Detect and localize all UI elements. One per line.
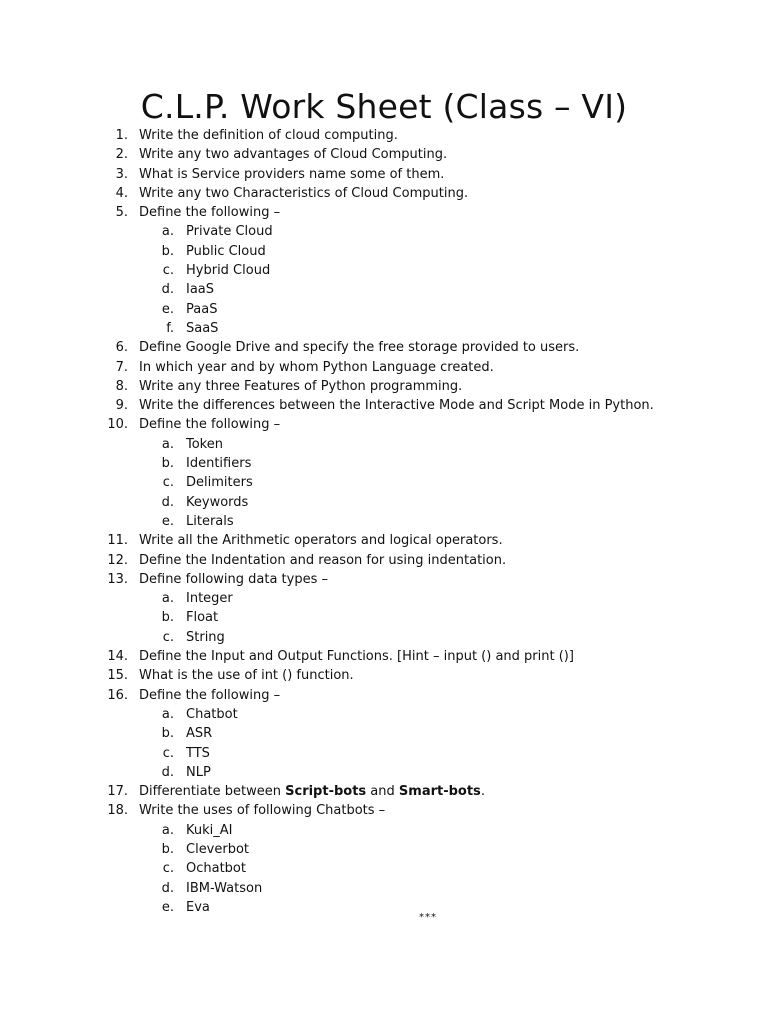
question-1 <box>0 126 768 145</box>
sub-item <box>0 473 768 492</box>
question-number: 6. <box>115 340 128 356</box>
question-13 <box>0 570 768 589</box>
question-number: 4. <box>115 185 128 201</box>
question-number: 5. <box>115 205 128 221</box>
sub-item <box>0 589 768 608</box>
sub-item <box>0 493 768 512</box>
sub-item <box>0 300 768 319</box>
sub-item-letter: c. <box>162 263 174 279</box>
sub-item <box>0 744 768 763</box>
sub-item <box>0 821 768 840</box>
question-number: 7. <box>115 359 128 375</box>
question-5 <box>0 203 768 222</box>
sub-item-letter: c. <box>162 861 174 877</box>
end-mark: *** <box>419 912 437 923</box>
question-10 <box>0 415 768 434</box>
question-number: 14. <box>107 649 128 665</box>
question-number: 11. <box>107 533 128 549</box>
question-text: Define the following – <box>139 687 281 703</box>
question-text: Define the Input and Output Functions. [Hint – input () and print ()] <box>139 649 574 665</box>
sub-item-text: Eva <box>186 899 210 915</box>
sub-item <box>0 859 768 878</box>
question-8 <box>0 377 768 396</box>
sub-item-text: Literals <box>186 513 234 529</box>
question-text: Define the following – <box>139 417 281 433</box>
script-bots-term: Script-bots <box>285 784 367 800</box>
sub-item-letter: d. <box>161 494 174 510</box>
question-text <box>139 782 485 801</box>
question-text: Write all the Arithmetic operators and logical operators. <box>139 533 503 549</box>
question-number: 13. <box>107 571 128 587</box>
question-number: 15. <box>107 668 128 684</box>
question-number: 2. <box>115 147 128 163</box>
question-number: 8. <box>115 378 128 394</box>
sub-item-letter: a. <box>161 436 174 452</box>
question-number: 10. <box>107 417 128 433</box>
question-number: 3. <box>115 166 128 182</box>
sub-item-letter: b. <box>161 243 174 259</box>
sub-item-text: Delimiters <box>186 475 253 491</box>
sub-item-text: SaaS <box>186 320 219 336</box>
question-text: Write the definition of cloud computing. <box>139 128 398 143</box>
question-text: Write any two advantages of Cloud Computing. <box>139 147 448 163</box>
sub-item <box>0 628 768 647</box>
question-12 <box>0 551 768 570</box>
question-15 <box>0 666 768 685</box>
sub-item-letter: d. <box>161 880 174 896</box>
question-text: What is Service providers name some of them. <box>139 166 445 182</box>
sub-item-text: TTS <box>186 745 210 761</box>
question-list <box>0 126 768 917</box>
sub-item-letter: a. <box>161 706 174 722</box>
sub-item-letter: e. <box>161 513 174 529</box>
sub-item-text: String <box>186 629 225 645</box>
question-6 <box>0 338 768 357</box>
sub-item-text: Identifiers <box>186 456 252 472</box>
question-17 <box>0 782 768 801</box>
question-9 <box>0 396 768 415</box>
sub-item-letter: a. <box>161 224 174 240</box>
sub-item-text: Private Cloud <box>186 224 273 240</box>
sub-item-letter: f. <box>166 320 174 336</box>
question-number: 1. <box>115 128 128 143</box>
sub-item <box>0 512 768 531</box>
question-text: In which year and by whom Python Language created. <box>139 359 494 375</box>
sub-item <box>0 280 768 299</box>
sub-item-letter: b. <box>161 610 174 626</box>
sub-item-text: Kuki_AI <box>186 822 233 838</box>
question-2 <box>0 145 768 164</box>
question-number: 18. <box>107 803 128 819</box>
page-title: C.L.P. Work Sheet (Class – VI) <box>140 87 628 126</box>
sub-item <box>0 705 768 724</box>
question-18 <box>0 801 768 820</box>
sub-item-letter: a. <box>161 591 174 607</box>
sub-item-text: Float <box>186 610 219 626</box>
question-text: What is the use of int () function. <box>139 668 354 684</box>
sub-item <box>0 261 768 280</box>
sub-item <box>0 879 768 898</box>
question-text-prefix: Differentiate between <box>139 784 286 800</box>
question-text: Write any three Features of Python programming. <box>139 378 463 394</box>
sub-item-text: ASR <box>186 726 213 742</box>
sub-item <box>0 608 768 627</box>
sub-item-text: Integer <box>186 591 233 607</box>
sub-item-text: Keywords <box>186 494 249 510</box>
sub-item-letter: d. <box>161 282 174 298</box>
sub-item-text: Cleverbot <box>186 841 250 857</box>
question-11 <box>0 531 768 550</box>
smart-bots-term: Smart-bots <box>398 784 481 800</box>
question-text: Define Google Drive and specify the free storage provided to users. <box>139 340 580 356</box>
sub-item <box>0 435 768 454</box>
sub-item-letter: e. <box>161 899 174 915</box>
sub-item-letter: b. <box>161 841 174 857</box>
sub-item-text: Public Cloud <box>186 243 266 259</box>
sub-item-text: Hybrid Cloud <box>186 263 271 279</box>
sub-item-text: PaaS <box>186 301 218 317</box>
sub-item <box>0 222 768 241</box>
question-text: Define the Indentation and reason for using indentation. <box>139 552 507 568</box>
sub-item-letter: a. <box>161 822 174 838</box>
sub-item <box>0 763 768 782</box>
question-16 <box>0 686 768 705</box>
sub-item <box>0 319 768 338</box>
question-14 <box>0 647 768 666</box>
sub-item-letter: b. <box>161 726 174 742</box>
sub-item-letter: e. <box>161 301 174 317</box>
question-text-middle: and <box>366 784 399 800</box>
sub-item-text: Ochatbot <box>186 861 246 877</box>
question-4 <box>0 184 768 203</box>
question-number: 9. <box>115 398 128 414</box>
sub-item-letter: d. <box>161 764 174 780</box>
sub-item <box>0 724 768 743</box>
sub-item-letter: c. <box>162 475 174 491</box>
sub-item-text: IBM-Watson <box>186 880 263 896</box>
question-text: Define the following – <box>139 205 281 221</box>
sub-item-text: NLP <box>186 764 211 780</box>
question-text: Write the uses of following Chatbots – <box>139 803 386 819</box>
question-number: 17. <box>107 784 128 800</box>
sub-item <box>0 840 768 859</box>
sub-item <box>0 454 768 473</box>
sub-item-text: IaaS <box>186 282 215 298</box>
sub-item-text: Chatbot <box>186 706 238 722</box>
question-number: 12. <box>107 552 128 568</box>
sub-item-letter: b. <box>161 456 174 472</box>
sub-item-letter: c. <box>162 629 174 645</box>
sub-item <box>0 242 768 261</box>
question-text-suffix: . <box>480 784 485 800</box>
sub-item-letter: c. <box>162 745 174 761</box>
question-text: Define following data types – <box>139 571 329 587</box>
question-text: Write any two Characteristics of Cloud Computing. <box>139 185 469 201</box>
sub-item-text: Token <box>186 436 223 452</box>
question-number: 16. <box>107 687 128 703</box>
question-text: Write the differences between the Interactive Mode and Script Mode in Python. <box>139 398 654 414</box>
question-7 <box>0 358 768 377</box>
question-3 <box>0 165 768 184</box>
